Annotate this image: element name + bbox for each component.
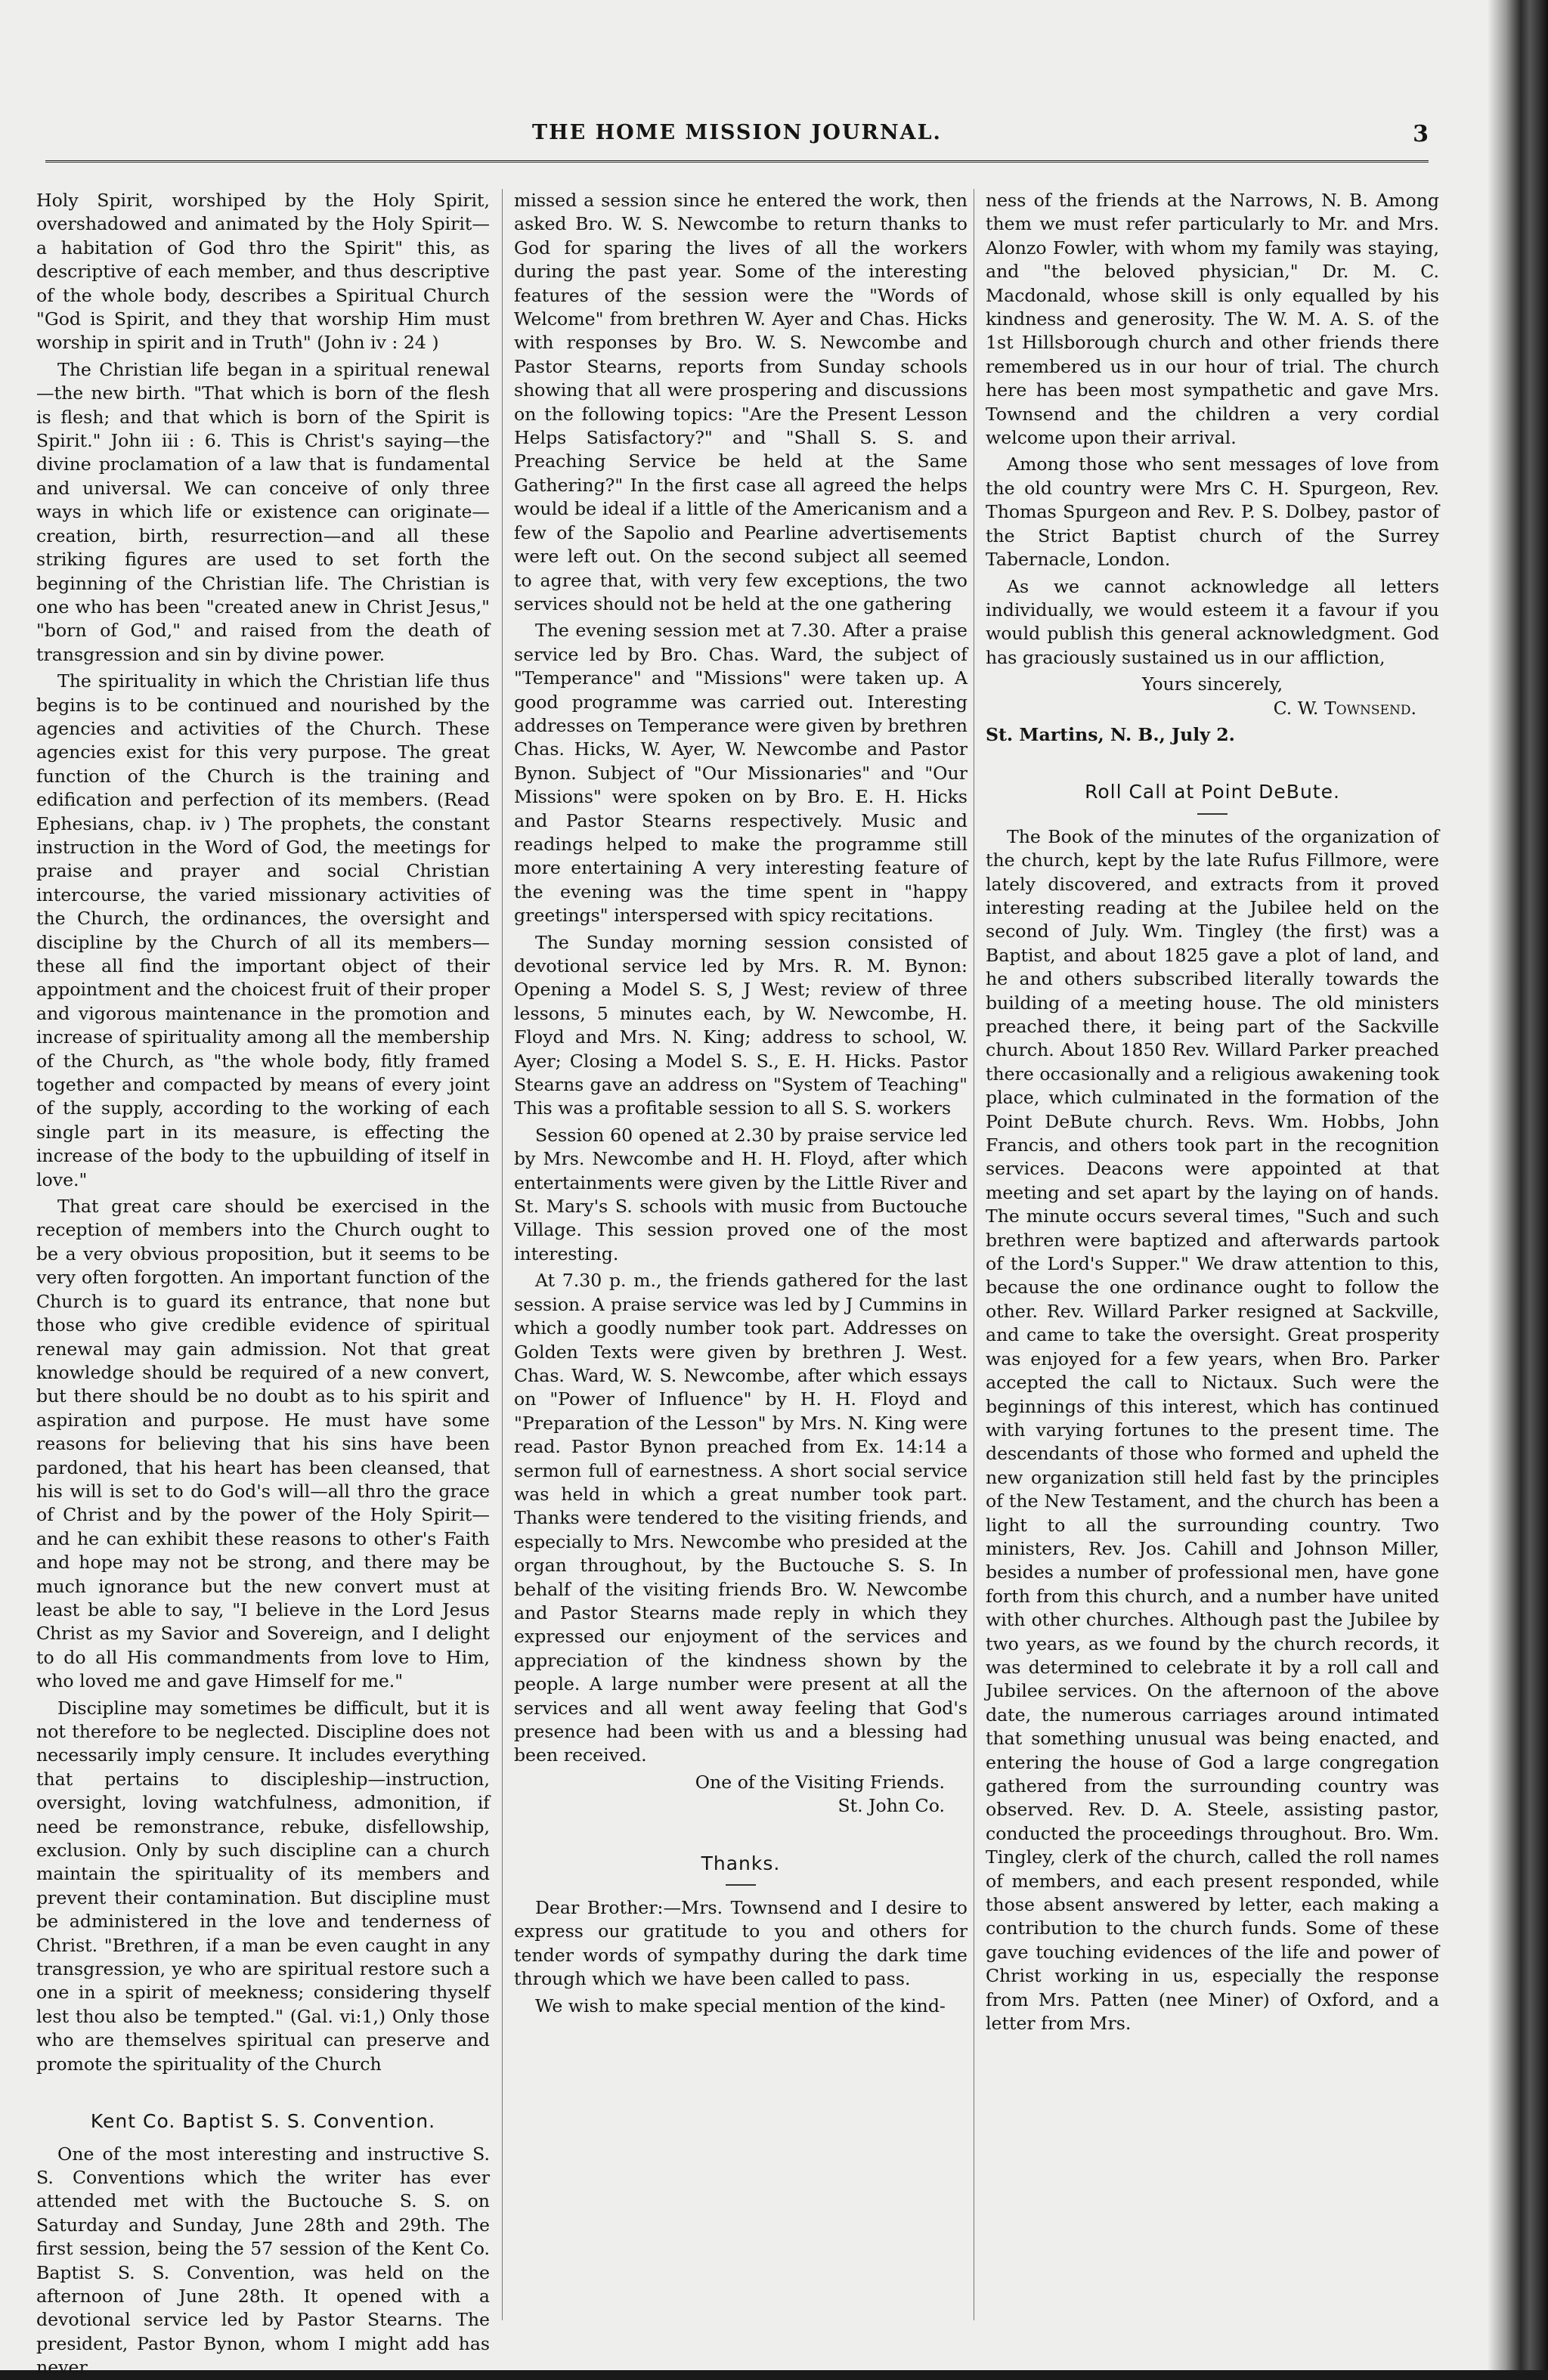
signature-location: St. John Co. bbox=[837, 1795, 945, 1817]
kent-convention-heading: Kent Co. Baptist S. S. Convention. bbox=[90, 2110, 436, 2133]
binding-edge bbox=[1488, 0, 1548, 2370]
column-divider bbox=[502, 189, 503, 2320]
signature-line: One of the Visiting Friends. bbox=[695, 1771, 945, 1793]
article-paragraph: The spirituality in which the Christian life thus begins is to be continued and nourished by the agencies and activities of the Church. These agencies exist for this very purpose. The great function of the Church is the training and edification and perfection of its members. (Read Ephesians, chap. iv ) The prophets, the constant instruction in the Word of God, the meetings for praise and prayer and social Christian intercourse, the varied missionary activities of the Church, the ordinances, the oversight and discipline by the Church of all its members—these all find the important object of their appointment and the choicest fruit of their proper and vigorous maintenance in the promotion and increase of spirituality among all the membership of the Church, as "the whole body, fitly framed together and compacted by means of every joint of the supply, according to the working of each single part in its measure, is effecting the increase of the body to the upbuilding of itself in love." bbox=[36, 670, 490, 1190]
article-paragraph: The evening session met at 7.30. After a praise service led by Bro. Chas. Ward, the subject of "Temperance" and "Missions" were taken up. A good programme was carried out. Interesting addresses on Temperance were given by brethren Chas. Hicks, W. Ayer, W. Newcombe and Pastor Bynon. Subject of "Our Missionaries" and "Our Missions" were spoken on by Bro. E. H. Hicks and Pastor Stearns respectively. Music and readings helped to make the programme still more entertaining A very interesting feature of the evening was the time spent in "happy greetings" interspersed with spicy recitations. bbox=[514, 620, 968, 927]
article-paragraph: We wish to make special mention of the kind- bbox=[535, 1995, 946, 2016]
column-1 bbox=[36, 189, 490, 2378]
heading-rule bbox=[1197, 813, 1228, 815]
article-paragraph: At 7.30 p. m., the friends gathered for the last session. A praise service was led by J Cummins in which a goodly number took part. Addresses on Golden Texts were given by brethren J. West. Chas. Ward, W. S. Newcombe, after which essays on "Power of Influence" by H. H. Floyd and "Preparation of the Lesson" by Mrs. N. King were read. Pastor Bynon preached from Ex. 14:14 a sermon full of earnestness. A short social service was held in which a great number took part. Thanks were tendered to the visiting friends, and especially to Mrs. Newcombe who presided at the organ throughout, by the Buctouche S. S. In behalf of the visiting friends Bro. W. Newcombe and Pastor Stearns made reply in which they expressed our enjoyment of the services and appreciation of the kindness shown by the people. A large number were present at all the services and all went away feeling that God's presence had been with us and a blessing had been received. bbox=[514, 1270, 968, 1766]
roll-call-heading: Roll Call at Point DeBute. bbox=[1085, 781, 1340, 803]
column-2 bbox=[514, 189, 968, 2343]
article-paragraph: One of the most interesting and instructive S. S. Conventions which the writer has ever attended met with the Buctouche S. S. on Saturday and Sunday, June 28th and 29th. The first session, being the 57 session of the Kent Co. Baptist S. S. Convention, was held on the afternoon of June 28th. It opened with a devotional service led by Pastor Stearns. The president, Pastor Bynon, whom I might add has never bbox=[36, 2143, 490, 2378]
closing-line: Yours sincerely, bbox=[1141, 673, 1283, 695]
article-paragraph: Discipline may sometimes be difficult, but it is not therefore to be neglected. Discipline does not necessarily imply censure. It includes everything that pertains to discipleship—instruction, oversight, loving watchfulness, admonition, if need be remonstrance, rebuke, disfellowship, exclusion. Only by such discipline can a church maintain the spirituality of its members and prevent their contamination. But discipline must be administered in the love and tenderness of Christ. "Brethren, if a man be even caught in any transgression, ye who are spiritual restore such a one in a spirit of meekness; considering thyself lest thou also be tempted." (Gal. vi:1,) Only those who are themselves spiritual can preserve and promote the spirituality of the Church bbox=[36, 1697, 490, 2075]
page-header bbox=[45, 121, 1429, 166]
article-paragraph: The Book of the minutes of the organization of the church, kept by the late Rufus Fillmore, were lately discovered, and extracts from it proved interesting reading at the Jubilee held on the second of July. Wm. Tingley (the first) was a Baptist, and about 1825 gave a plot of land, and he and others subscribed literally towards the building of a meeting house. The old ministers preached there, it being part of the Sackville church. About 1850 Rev. Willard Parker preached there occasionally and a religious awakening took place, which culminated in the formation of the Point DeBute church. Revs. Wm. Hobbs, John Francis, and others took part in the recognition services. Deacons were appointed at that meeting and set apart by the laying on of hands. The minute occurs several times, "Such and such brethren were baptized and afterwards partook of the Lord's Supper." We draw attention to this, because the one ordinance ought to follow the other. Rev. Willard Parker resigned at Sackville, and came to take the oversight. Great prosperity was enjoyed for a few years, when Bro. Parker accepted the call to Nictaux. Such were the beginnings of this interest, which has continued with varying fortunes to the present time. The descendants of those who formed and upheld the new organization still held fast by the principles of the New Testament, and the church has been a light to all the surrounding country. Two ministers, Rev. Jos. Cahill and Johnson Miller, besides a number of professional men, have gone forth from this church, and a number have united with other churches. Although past the Jubilee by two years, as we found by the church records, it was determined to celebrate it by a roll call and Jubilee services. On the afternoon of the above date, the numerous carriages around intimated that something unusual was being enacted, and entering the house of God a large congregation gathered from the surrounding country was observed. Rev. D. A. Steele, assisting pastor, conducted the proceedings throughout. Bro. Wm. Tingley, clerk of the church, called the roll names of members, and each present responded, while those absent answered by letter, each making a contribution to the church funds. Some of these gave touching evidences of the life and power of Christ working in us, especially the response from Mrs. Patten (nee Miner) of Oxford, and a letter from Mrs. bbox=[986, 825, 1439, 2035]
article-paragraph: Dear Brother:—Mrs. Townsend and I desire to express our gratitude to you and others for tender words of sympathy during the dark time through which we have been called to pass. bbox=[514, 1897, 968, 1990]
column-3 bbox=[986, 189, 1439, 2343]
article-paragraph: The Christian life began in a spiritual renewal —the new birth. "That which is born of the flesh is flesh; and that which is born of the Spirit is Spirit." John iii : 6. This is Christ's saying—the divine proclamation of a law that is fundamental and universal. We can conceive of only three ways in which life or existence can originate—creation, birth, resurrection—and all these striking figures are used to set forth the beginning of the Christian life. The Christian is one who has been "created anew in Christ Jesus," "born of God," and raised from the death of transgression and sin by divine power. bbox=[36, 358, 490, 665]
page-number: 3 bbox=[1413, 121, 1429, 147]
journal-title: THE HOME MISSION JOURNAL. bbox=[532, 121, 942, 144]
dateline: St. Martins, N. B., July 2. bbox=[986, 723, 1235, 745]
thanks-heading: Thanks. bbox=[701, 1852, 781, 1874]
article-paragraph: That great care should be exercised in the reception of members into the Church ought to be a very obvious proposition, but it seems to be very often forgotten. An important function of the Church is to guard its entrance, that none but those who give credible evidence of spiritual renewal may gain admission. Not that great knowledge should be required of a new convert, but there should be no doubt as to his spirit and aspiration and purpose. He must have some reasons for believing that his sins have been pardoned, that his heart has been cleansed, that his will is set to do God's will—all thro the grace of Christ and by the power of the Holy Spirit—and he can exhibit these reasons to other's Faith and hope may not be strong, and there may be much ignorance but the new convert must at least be able to say, "I believe in the Lord Jesus Christ as my Savior and Sovereign, and I delight to do all His commandments from love to Him, who loved me and gave Himself for me." bbox=[36, 1196, 490, 1692]
header-rule bbox=[45, 160, 1429, 162]
signature: C. W. Townsend. bbox=[1273, 697, 1416, 719]
article-paragraph: missed a session since he entered the work, then asked Bro. W. S. Newcombe to return thanks to God for sparing the lives of all the workers during the past year. Some of the interesting features of the session were the "Words of Welcome" from brethren W. Ayer and Chas. Hicks with responses by Bro. W. S. Newcombe and Pastor Stearns, reports from Sunday schools showing that all were prospering and discussions on the following topics: "Are the Present Lesson Helps Satisfactory?" and "Shall S. S. and Preaching Service be held at the Same Gathering?" In the first case all agreed the helps would be ideal if a little of the Americanism and a few of the Sapolio and Pearline advertisements were left out. On the second subject all seemed to agree that, with very few exceptions, the two services should not be held at the one gathering bbox=[514, 190, 968, 614]
article-paragraph: ness of the friends at the Narrows, N. B. Among them we must refer particularly to Mr. and Mrs. Alonzo Fowler, with whom my family was staying, and "the beloved physician," Dr. M. C. Macdonald, whose skill is only equalled by his kindness and generosity. The W. M. A. S. of the 1st Hillsborough church and other friends there remembered us in our hour of trial. The church here has been most sympathetic and gave Mrs. Townsend and the children a very cordial welcome upon their arrival. bbox=[986, 190, 1439, 449]
article-paragraph: The Sunday morning session consisted of devotional service led by Mrs. R. M. Bynon: Opening a Model S. S, J West; review of three lessons, 5 minutes each, by W. Newcombe, H. Floyd and Mrs. N. King; address to school, W. Ayer; Closing a Model S. S., E. H. Hicks. Pastor Stearns gave an address on "System of Teaching" This was a profitable session to all S. S. workers bbox=[514, 931, 968, 1119]
heading-rule bbox=[726, 1884, 756, 1886]
article-paragraph: Among those who sent messages of love from the old country were Mrs C. H. Spurgeon, Rev. Thomas Spurgeon and Rev. P. S. Dolbey, pastor of the Strict Baptist church of the Surrey Tabernacle, London. bbox=[986, 453, 1439, 571]
article-paragraph: As we cannot acknowledge all letters individually, we would esteem it a favour if you would publish this general acknowledgment. God has graciously sustained us in our affliction, bbox=[986, 575, 1439, 668]
article-paragraph: Holy Spirit, worshiped by the Holy Spirit, overshadowed and animated by the Holy Spirit—a habitation of God thro the Spirit" this, as descriptive of each member, and thus descriptive of the whole body, describes a Spiritual Church "God is Spirit, and they that worship Him must worship in spirit and in Truth" (John iv : 24 ) bbox=[36, 190, 490, 354]
article-paragraph: Session 60 opened at 2.30 by praise service led by Mrs. Newcombe and H. H. Floyd, after which entertainments were given by the Little River and St. Mary's S. schools with music from Buctouche Village. This session proved one of the most interesting. bbox=[514, 1124, 968, 1264]
